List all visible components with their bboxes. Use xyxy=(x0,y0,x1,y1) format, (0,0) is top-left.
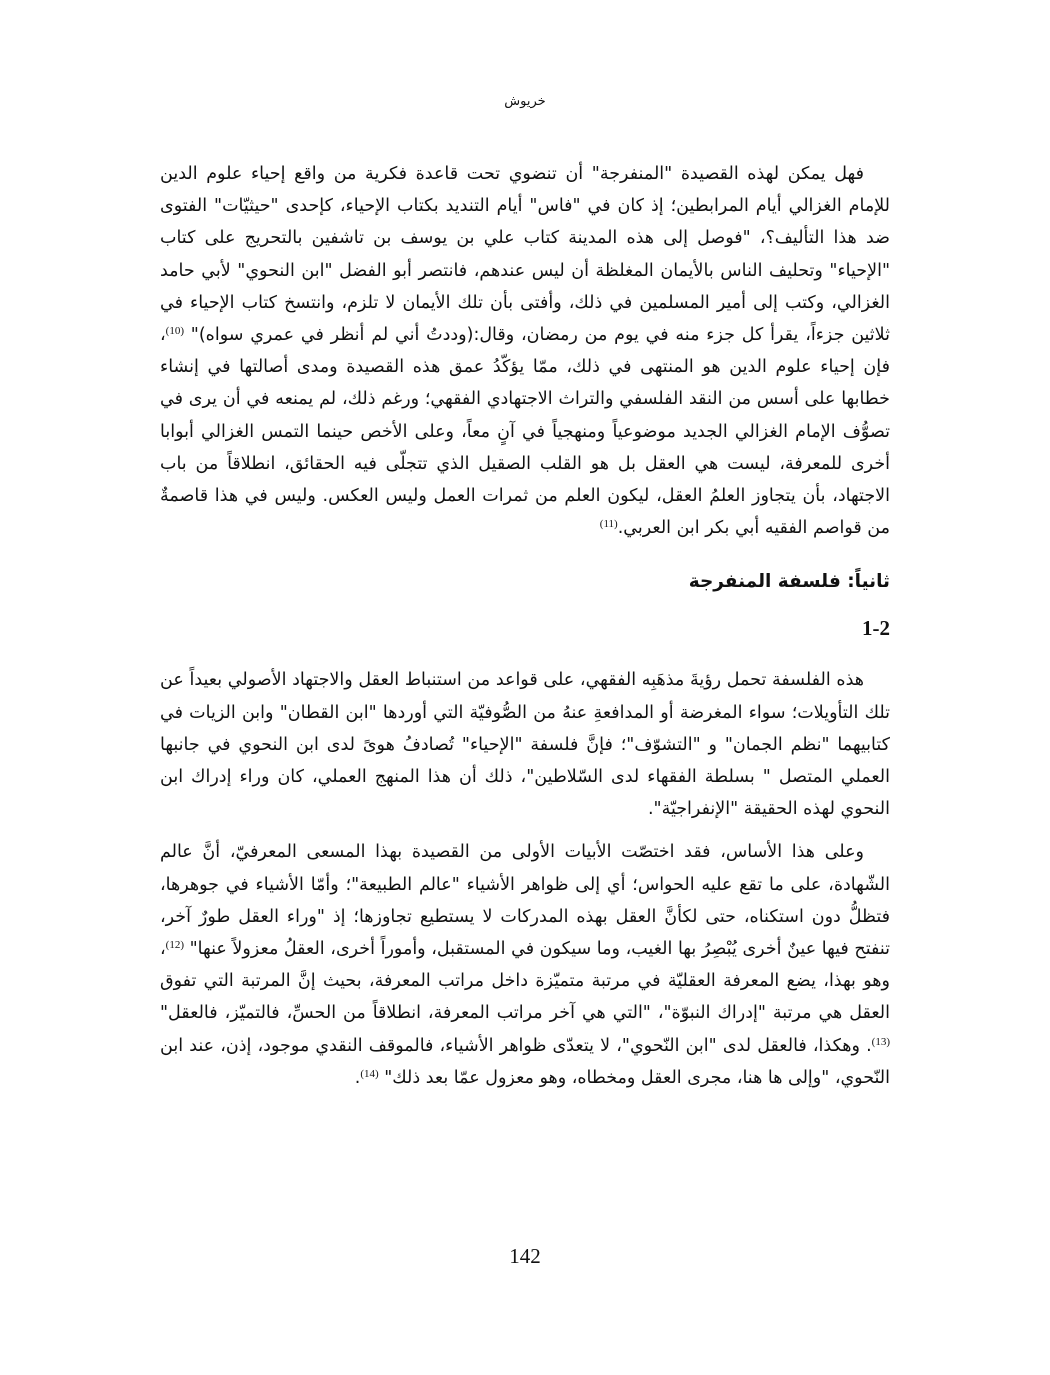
paragraph-3-text-end: . xyxy=(354,1067,361,1088)
footnote-ref-13: (13) xyxy=(871,1035,890,1048)
paragraph-2: هذه الفلسفة تحمل رؤيةَ مذهَبِه الفقهي، على قواعد من استنباط العقل والاجتهاد الأصولي بعيداً عن تلك التأويلات؛ سواء المغرضة أو المدافعةِ عنهُ من الصُّوفيّة التي أوردها "ابن القطان" وابن الزيات في كتابيهما "نظم الجمان" و "التشوّف"؛ فإنَّ فلسفة "الإحياء" تُصادفُ هوىً لدى ابن النحوي في جانبها العملي المتصل " بسلطة الفقهاء لدى السّلاطين"، ذلك أن هذا المنهج العملي، كان وراء إدراك ابن النحوي لهذه الحقيقة "الإنفراجيّة". xyxy=(160,670,890,820)
section-number: 1-2 xyxy=(862,616,890,641)
paragraph-3-text: وعلى هذا الأساس، فقد اختصّت الأبيات الأولى من القصيدة بهذا المسعى المعرفيّ، أنَّ عالم الشّهادة، على ما تقع عليه الحواس؛ أي إلى ظواهر الأشياء "عالم الطبيعة"؛ وأمّا الأشياء في جوهرها، فتظلُّ دون استكناه، حتى لكأنَّ العقل بهذه المدركات لا يستطيع تجاوزها؛ إذ "وراء العقل طورٌ آخر، تنفتح فيها عينٌ أخرى يُبْصِرُ بها الغيب، وما سيكون في المستقبل، وأموراً أخرى، العقلُ معزولاً عنها" xyxy=(160,842,890,960)
running-header: خريوش xyxy=(504,94,546,109)
section-heading: ثانياً: فلسفة المنفرجة xyxy=(688,571,890,593)
paragraph-3-text-b: ، وهو بهذا، يضع المعرفة العقليّة في مرتبة متميّزة داخل مراتب المعرفة، بحيث إنَّ المرتبة التي تفوق العقل هي مرتبة "إدراك النبوّة"، "التي هي آخر مراتب المعرفة، انطلاقاً من الحسِّ، فالتميّز، فالعقل" xyxy=(160,939,890,1024)
footnote-ref-12: (12) xyxy=(165,939,184,952)
page-number: 142 xyxy=(509,1244,541,1268)
footnote-ref-14: (14) xyxy=(360,1067,379,1080)
paragraph-1-text-cont: ، فإن إحياء علوم الدين هو المنتهى في ذلك، ممّا يؤكّدُ عمق هذه القصيدة ومدى أصالتها في إنشاء خطابها على أسس من النقد الفلسفي والتراث الاجتهادي الفقهي؛ ورغم ذلك، لم يمنعه في أن يرى في تصوُّف الإمام الغزالي الجديد موضوعياً ومنهجياً في آنٍ معاً، وعلى الأخص حينما التمس الغزالي أبوابا أخرى للمعرفة، ليست هي العقل بل هو القلب الصقيل الذي تتجلّى فيه الحقائق، انطلاقاً من باب الاجتهاد، بأن يتجاوز العلمُ العقل، ليكون العلم من ثمرات العمل وليس العكس. وليس في هذا قاصمةٌ من قواصم الفقيه أبي بكر ابن العربي. xyxy=(160,325,890,539)
paragraph-3-text-c: . وهكذا، فالعقل لدى "ابن النّحوي"، لا يتعدّى ظواهر الأشياء، فالموقف النقدي موجود، إذن، عند ابن النّحوي، "وإلى ها هنا، مجرى العقل ومخطاه، وهو معزول عمّا بعد ذلك" xyxy=(160,1035,890,1088)
paragraph-1-text: فهل يمكن لهذه القصيدة "المنفرجة" أن تنضوي تحت قاعدة فكرية من واقع إحياء علوم الدين للإمام الغزالي أيام المرابطين؛ إذ كان في "فاس" أيام التنديد بكتاب الإحياء، كإحدى "حيثيّات" الفتوى ضد هذا التأليف؟، "فوصل إلى هذه المدينة كتاب علي بن يوسف بن تاشفين بالتحريج على كتاب "الإحياء" وتحليف الناس بالأيمان المغلظة أن ليس عندهم، فانتصر أبو الفضل "ابن النحوي" لأبي حامد الغزالي، وكتب إلى أمير المسلمين في ذلك، وأفتى بأن تلك الأيمان لا تلزم، وانتسخ كتاب الإحياء في ثلاثين جزءاً، يقرأ كل جزء منه في يوم من رمضان، وقال:(وددتُ أني لم أنظر في عمري سواه)" xyxy=(160,164,890,346)
paragraph-1 xyxy=(160,158,890,544)
footnote-ref-10: (10) xyxy=(165,324,184,337)
body-text xyxy=(160,158,890,1094)
paragraph-3 xyxy=(160,836,890,1094)
footnote-ref-11: (11) xyxy=(599,518,618,531)
